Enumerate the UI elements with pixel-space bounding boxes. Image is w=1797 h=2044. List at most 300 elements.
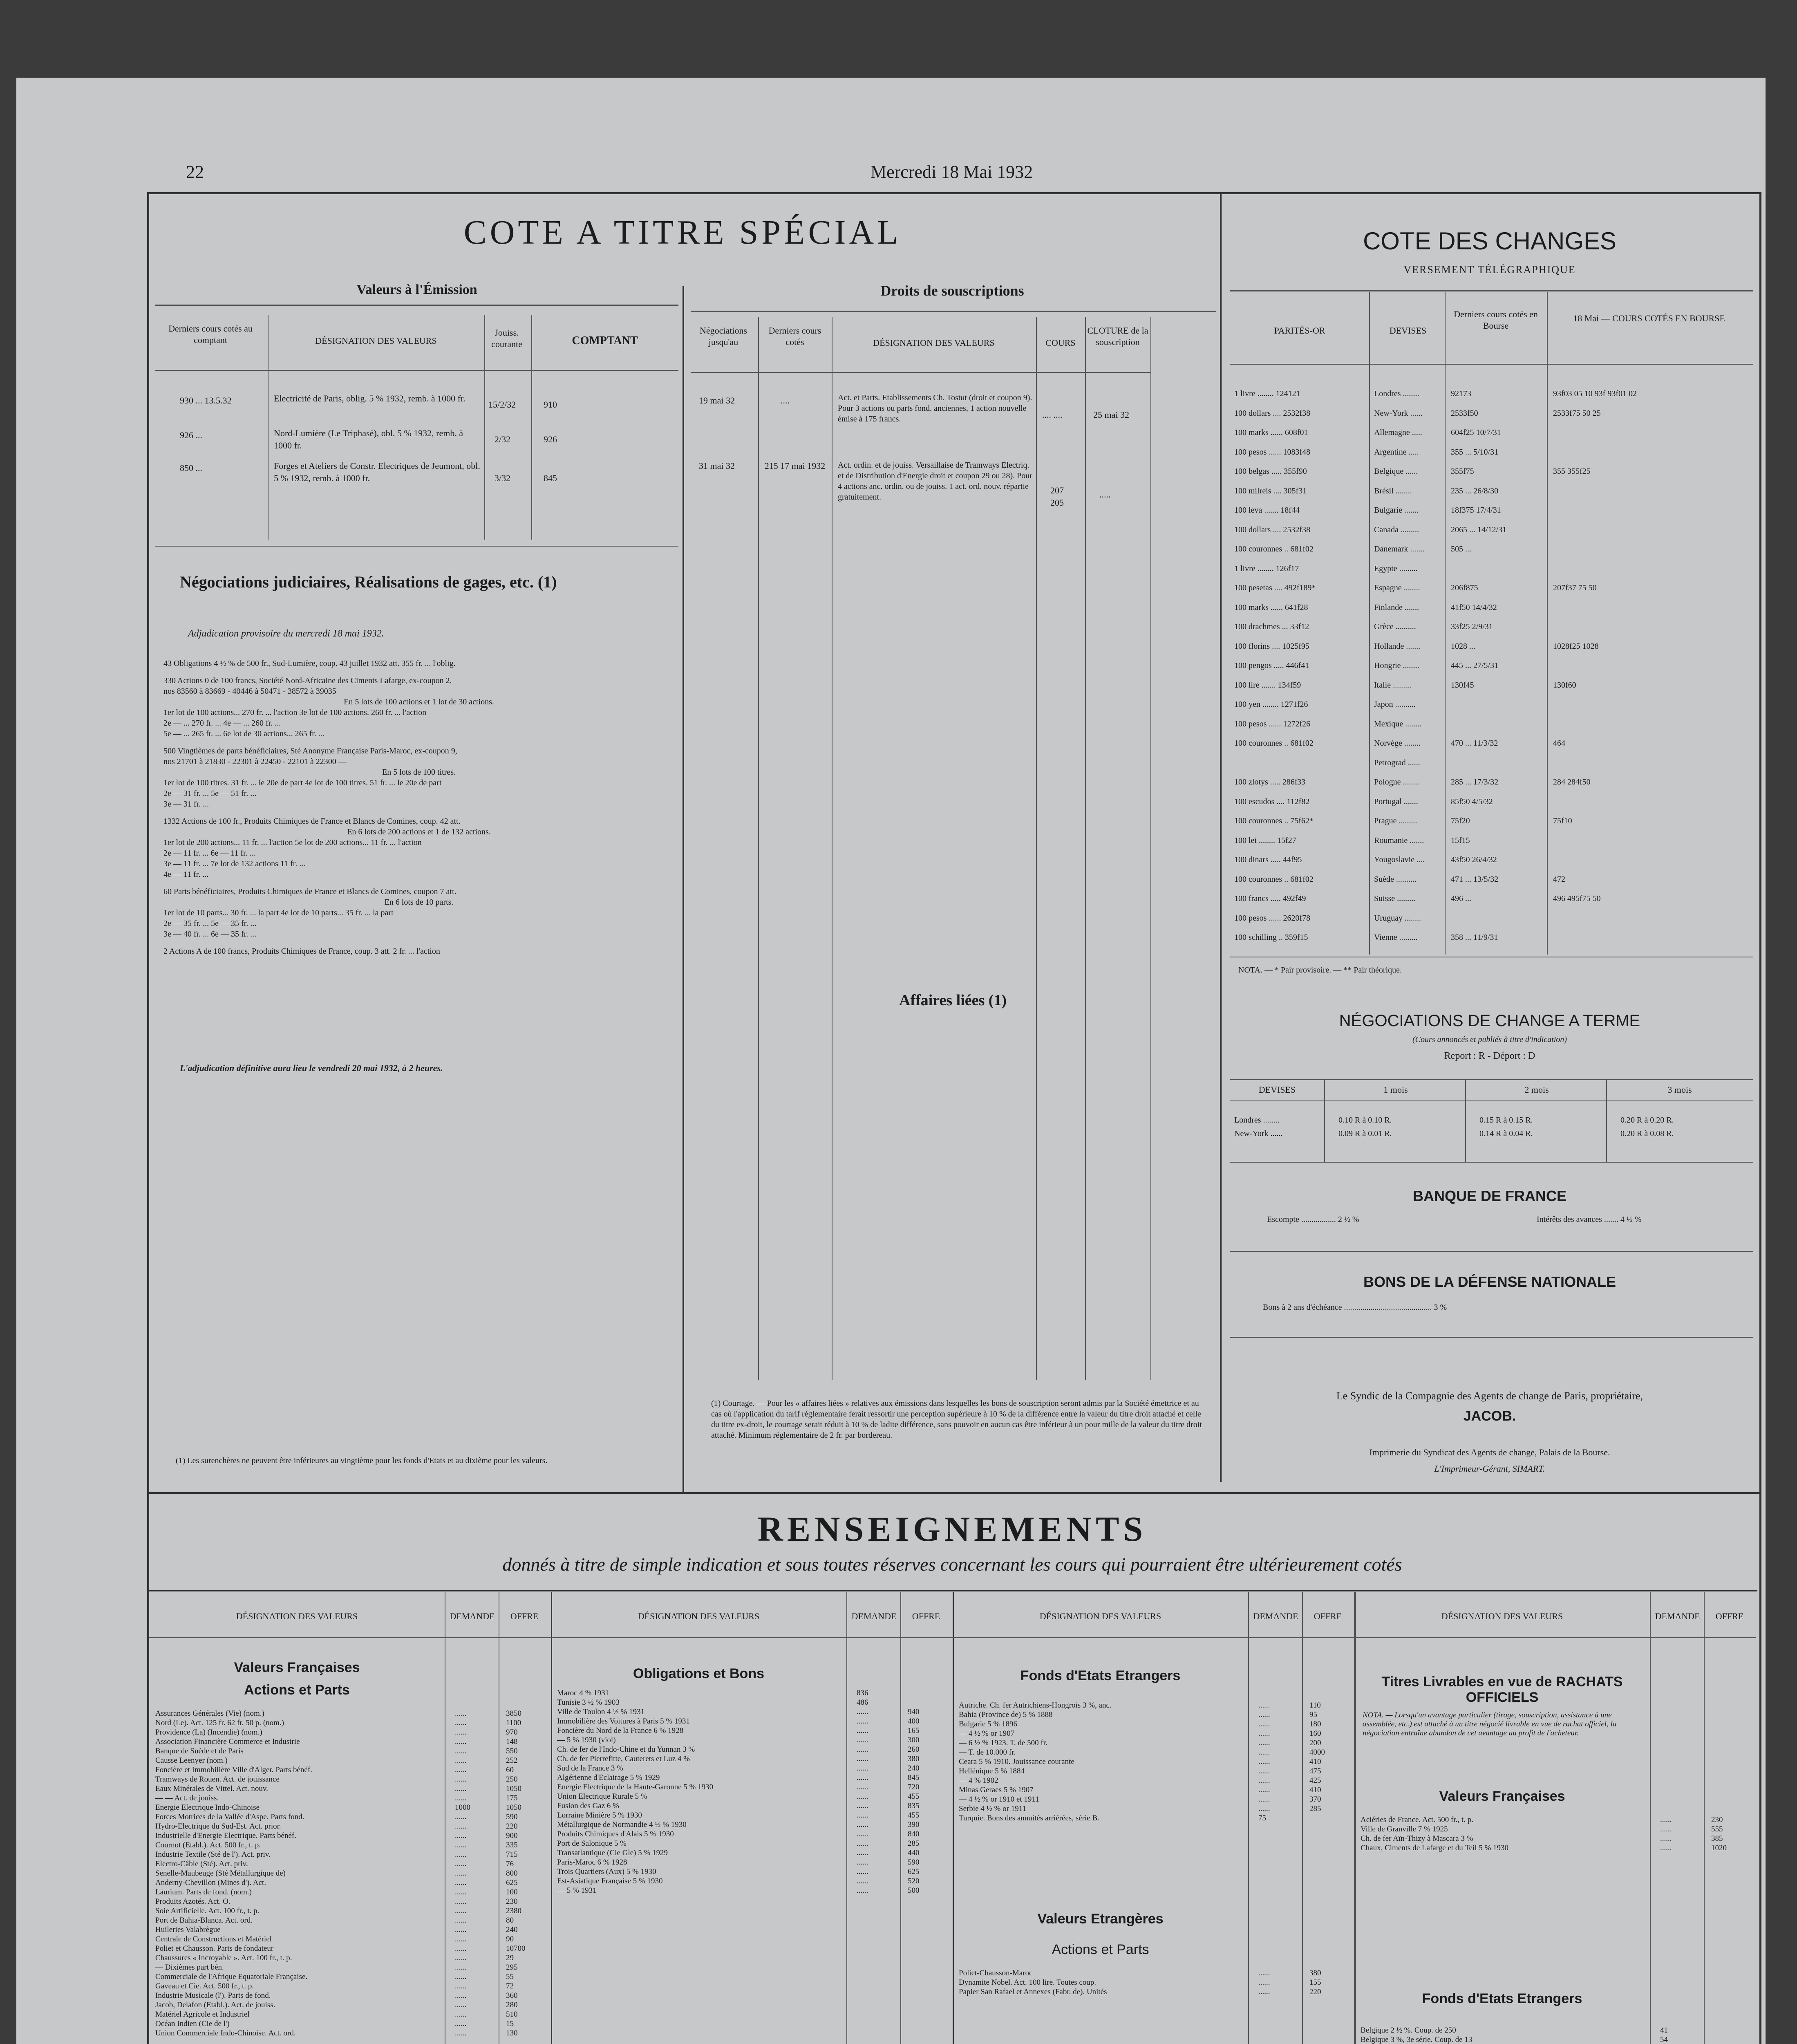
col-header: COURS (1045, 338, 1076, 348)
list-item-name: Assurances Générales (Vie) (nom.) (155, 1709, 264, 1718)
jud-line: 2e — ... 270 fr. ... 4e — ... 260 fr. ... (163, 719, 281, 728)
jud-line: 2e — 11 fr. ... 6e — 11 fr. ... (163, 849, 256, 858)
list-item-demande: ...... (857, 1802, 868, 1810)
list-item-offre: 715 (506, 1850, 518, 1859)
changes-cell-last: 85f50 4/5/32 (1451, 797, 1493, 806)
section-heading: Valeurs Françaises (1439, 1788, 1565, 1804)
list-item-demande: ...... (1258, 1748, 1270, 1757)
col-header: OFFRE (1715, 1611, 1744, 1621)
rule (1354, 1637, 1756, 1638)
list-item-offre: 625 (908, 1867, 920, 1876)
page-number: 22 (186, 162, 204, 182)
list-item-name: Anderny-Chevillon (Mines d'). Act. (155, 1878, 266, 1887)
list-item-demande: ...... (455, 1719, 467, 1727)
list-item-offre: 385 (1711, 1834, 1723, 1843)
changes-cell-devise: Yougoslavie .... (1374, 855, 1425, 864)
jud-line: 3e — 40 fr. ... 6e — 35 fr. ... (163, 930, 257, 939)
list-item-name: Port de Bahia-Blanca. Act. ord. (155, 1916, 253, 1925)
list-item-name: Poliet-Chausson-Maroc (959, 1969, 1033, 1977)
list-item-demande: ...... (455, 1888, 467, 1896)
list-item-demande: ...... (857, 1726, 868, 1735)
changes-cell-parite: 100 pengos ..... 446f41 (1234, 661, 1309, 670)
col-header: DEMANDE (1655, 1611, 1700, 1621)
list-item-offre: 230 (506, 1897, 518, 1906)
changes-cell-parite: 100 couronnes .. 681f02 (1234, 739, 1314, 748)
col-header: DEVISES (1258, 1085, 1296, 1095)
changes-cell-parite: 100 francs ..... 492f49 (1234, 894, 1306, 903)
col-rule (484, 315, 485, 540)
list-item-name: Minas Geraes 5 % 1907 (959, 1786, 1034, 1794)
list-item-demande: ...... (1660, 1815, 1672, 1824)
changes-cell-devise: Espagne ........ (1374, 583, 1420, 592)
list-item-offre: 425 (1309, 1776, 1321, 1785)
cell: Londres ........ (1234, 1116, 1280, 1125)
list-item-name: Forces Motrices de la Vallée d'Aspe. Parts fond. (155, 1813, 304, 1821)
col-header: 1 mois (1383, 1085, 1408, 1095)
list-item-name: Electro-Câble (Sté). Act. priv. (155, 1860, 248, 1868)
changes-cell-devise: Bulgarie ....... (1374, 506, 1419, 515)
col-rule (1248, 1592, 1249, 2044)
changes-cell-parite: 100 yen ........ 1271f26 (1234, 700, 1308, 709)
list-item-demande: ...... (455, 2001, 467, 2009)
list-item-offre: 250 (506, 1775, 518, 1784)
list-item-name: Océan Indien (Cie de l') (155, 2019, 230, 2028)
list-item-demande: ...... (455, 1963, 467, 1972)
list-item-name: Foncière du Nord de la France 6 % 1928 (557, 1726, 684, 1735)
emission-heading: Valeurs à l'Émission (356, 282, 477, 297)
changes-cell-devise: Portugal ....... (1374, 797, 1418, 806)
jud-line: 3e — 31 fr. ... (163, 800, 209, 809)
list-item-demande: ...... (857, 1867, 868, 1876)
section-heading: Titres Livrables en vue de RACHATS OFFICIELS (1381, 1674, 1623, 1705)
list-item-name: Dynamite Nobel. Act. 100 lire. Toutes coup. (959, 1978, 1097, 1987)
list-item-demande: ...... (1258, 1776, 1270, 1785)
changes-cell-devise: Suisse ......... (1374, 894, 1416, 903)
list-item-demande: ...... (857, 1849, 868, 1857)
list-item-name: Nord (Le). Act. 125 fr. 62 fr. 50 p. (nom.) (155, 1719, 284, 1727)
list-item-offre: 550 (506, 1747, 518, 1755)
cell: 0.15 R à 0.15 R. (1479, 1116, 1533, 1125)
list-item-demande: 75 (1258, 1814, 1266, 1822)
list-item-demande: ...... (857, 1708, 868, 1716)
list-item-offre: 95 (1309, 1710, 1317, 1719)
list-item-demande: ...... (1660, 1834, 1672, 1843)
changes-cell-devise: Brésil ........ (1374, 486, 1412, 495)
list-item-demande: ...... (455, 1972, 467, 1981)
list-item-offre: 4000 (1309, 1748, 1325, 1757)
col-header: DÉSIGNATION DES VALEURS (1441, 1611, 1563, 1621)
list-item-offre: 400 (908, 1717, 920, 1726)
list-item-offre: 555 (1711, 1825, 1723, 1833)
list-item-offre: 845 (908, 1773, 920, 1782)
list-item-demande: ...... (455, 1756, 467, 1765)
list-item-offre: 72 (506, 1982, 514, 1990)
cell: 0.20 R à 0.20 R. (1620, 1116, 1674, 1125)
list-item-offre: 230 (1711, 1815, 1723, 1824)
section-heading: Valeurs Etrangères (1037, 1911, 1164, 1927)
list-item-name: Foncière et Immobilière Ville d'Alger. Parts bénéf. (155, 1766, 312, 1774)
list-item-demande: ...... (455, 2010, 467, 2019)
list-item-name: Autriche. Ch. fer Autrichiens-Hongrois 3 %, anc. (959, 1701, 1112, 1710)
changes-cell-devise: Allemagne ..... (1374, 428, 1422, 437)
jud-line: 4e — 11 fr. ... (163, 870, 209, 879)
changes-cell-parite: 100 milreis .... 305f31 (1234, 486, 1307, 495)
list-item-demande: ...... (455, 1850, 467, 1859)
changes-cell-parite: 100 pesos ...... 1272f26 (1234, 719, 1311, 728)
list-item-offre: 76 (506, 1860, 514, 1868)
rule (551, 1637, 953, 1638)
cell: 3/32 (495, 473, 511, 483)
jud-line: En 5 lots de 100 titres. (382, 768, 456, 777)
list-item-demande: ...... (1258, 1757, 1270, 1766)
list-item-offre: 1020 (1711, 1844, 1727, 1852)
changes-cell-parite: 100 dinars ..... 44f95 (1234, 855, 1302, 864)
page-date: Mercredi 18 Mai 1932 (871, 162, 1033, 182)
list-item-offre: 800 (506, 1869, 518, 1878)
list-item-offre: 475 (1309, 1767, 1321, 1775)
list-item-demande: ...... (455, 2029, 467, 2037)
list-item-demande: ...... (1258, 1710, 1270, 1719)
list-item-name: Fusion des Gaz 6 % (557, 1802, 619, 1810)
list-item-demande: 54 (1660, 2035, 1668, 2044)
changes-cell-devise: Norvège ........ (1374, 739, 1421, 748)
cell: Electricité de Paris, oblig. 5 % 1932, remb. à 1000 fr. (274, 393, 465, 403)
col-header: DÉSIGNATION DES VALEURS (638, 1611, 760, 1621)
col-rule (758, 317, 759, 1380)
list-item-offre: 285 (1309, 1804, 1321, 1813)
list-item-name: Commerciale de l'Afrique Equatoriale Française. (155, 1972, 308, 1981)
changes-cell-last: 43f50 26/4/32 (1451, 855, 1497, 864)
changes-nota: NOTA. — * Pair provisoire. — ** Pair théorique. (1238, 966, 1402, 975)
changes-cell-devise: Belgique ...... (1374, 467, 1418, 476)
list-item-demande: ...... (857, 1858, 868, 1867)
changes-cell-last: 496 ... (1451, 894, 1471, 903)
list-item-name: Métallurgique de Normandie 4 ½ % 1930 (557, 1820, 687, 1829)
list-item-demande: ...... (1258, 1786, 1270, 1794)
list-item-offre: 3850 (506, 1709, 521, 1718)
list-item-offre: 900 (506, 1831, 518, 1840)
list-item-demande: ...... (455, 1794, 467, 1802)
list-item-offre: 410 (1309, 1786, 1321, 1794)
changes-cell-last: 358 ... 11/9/31 (1451, 933, 1498, 942)
list-item-demande: ...... (857, 1764, 868, 1773)
jud-line: 1er lot de 100 titres. 31 fr. ... le 20e de part 4e lot de 100 titres. 51 fr. ... le 20e de part (163, 778, 442, 787)
list-item-offre: 200 (1309, 1739, 1321, 1747)
col-header: DEVISES (1389, 325, 1427, 336)
col-rule (1036, 317, 1037, 1380)
cell: 0.20 R à 0.08 R. (1620, 1129, 1674, 1138)
list-item-demande: ...... (455, 1775, 467, 1784)
changes-cell-last: 206f875 (1451, 583, 1478, 592)
list-item-demande: ...... (455, 1935, 467, 1943)
list-item-name: Port de Salonique 5 % (557, 1839, 627, 1848)
terme-legend: Report : R - Déport : D (1444, 1051, 1535, 1061)
list-item-demande: ...... (455, 1991, 467, 2000)
jud-line: 60 Parts bénéficiaires, Produits Chimiques de France et Blancs de Comines, coupon 7 att. (163, 887, 457, 896)
jud-line: 1332 Actions de 100 fr., Produits Chimiques de France et Blancs de Comines, coup. 42 att. (163, 817, 461, 826)
rule (155, 546, 678, 547)
list-item-demande: ...... (455, 1728, 467, 1737)
changes-cell-cours: 130f60 (1553, 680, 1576, 690)
list-item-offre: 500 (908, 1886, 920, 1895)
rule (1230, 1337, 1753, 1338)
list-item-name: Ch. de fer de l'Indo-Chine et du Yunnan 3 % (557, 1745, 695, 1754)
cell: Act. ordin. et de jouiss. Versaillaise de Tramways Electriq. et de Distribution d'Energie droit et coupon 29 ou 28). Pour 4 actions anc. ordin. ou de jouiss. 1 act. ord. nouv. répartie gratuitement. (838, 461, 1032, 502)
col-header: OFFRE (510, 1611, 539, 1621)
col-header: Derniers cours cotés (768, 325, 821, 347)
imprint-name: JACOB. (1463, 1408, 1516, 1424)
souscriptions-table (691, 317, 1216, 1400)
list-item-name: Causse Leenyer (nom.) (155, 1756, 228, 1765)
bons-line: Bons à 2 ans d'échéance ........................................... 3 % (1263, 1303, 1447, 1312)
list-item-name: Hellénique 5 % 1884 (959, 1767, 1025, 1775)
affaires-liees: Affaires liées (1) (895, 991, 1011, 1009)
list-item-demande: ...... (1258, 1988, 1270, 1996)
changes-cell-parite: 100 lei ........ 15f27 (1234, 836, 1296, 845)
list-item-demande: 1000 (455, 1803, 470, 1812)
list-item-name: Centrale de Constructions et Matériel (155, 1935, 272, 1943)
cell: 207 205 (1050, 485, 1064, 508)
list-item-name: Serbie 4 ½ % or 1911 (959, 1804, 1026, 1813)
changes-cell-cours: 355 355f25 (1553, 467, 1591, 476)
list-item-offre: 260 (908, 1745, 920, 1754)
changes-cell-devise: Hollande ....... (1374, 641, 1421, 651)
cell: 845 (544, 473, 557, 483)
list-item-name: Transatlantique (Cie Gle) 5 % 1929 (557, 1849, 668, 1857)
list-item-name: Ceara 5 % 1910. Jouissance courante (959, 1757, 1074, 1766)
list-item-name: Est-Asiatique Française 5 % 1930 (557, 1877, 663, 1885)
list-item-name: Hydro-Electrique du Sud-Est. Act. prior. (155, 1822, 281, 1831)
cell: 15/2/32 (488, 399, 516, 410)
list-item-offre: 2380 (506, 1907, 521, 1915)
list-item-offre: 240 (908, 1764, 920, 1773)
list-item-offre: 155 (1309, 1978, 1321, 1987)
list-item-name: Poliet et Chausson. Parts de fondateur (155, 1944, 274, 1953)
imprint-line1: Le Syndic de la Compagnie des Agents de change de Paris, propriétaire, (1336, 1390, 1643, 1402)
list-item-name: — Dixièmes part bén. (155, 1963, 224, 1972)
col-header: DÉSIGNATION DES VALEURS (1039, 1611, 1161, 1621)
list-item-demande: ...... (857, 1736, 868, 1744)
col-header: 18 Mai — COURS COTÉS EN BOURSE (1573, 313, 1725, 323)
list-item-name: — 4 % 1902 (959, 1776, 998, 1785)
list-item-demande: ...... (1258, 1720, 1270, 1728)
col-header: PARITÉS-OR (1274, 325, 1325, 336)
list-item-name: — 4 ½ % or 1910 et 1911 (959, 1795, 1039, 1804)
list-item-demande: ...... (857, 1773, 868, 1782)
renseignements-table (149, 1592, 1757, 2044)
section-heading: Fonds d'Etats Etrangers (1422, 1991, 1582, 2006)
list-item-offre: 590 (506, 1813, 518, 1821)
changes-cell-cours: 93f03 05 10 93f 93f01 02 (1553, 389, 1637, 398)
list-item-name: Eaux Minérales de Vittel. Act. nouv. (155, 1784, 268, 1793)
changes-cell-parite: 100 dollars .... 2532f38 (1234, 408, 1311, 418)
list-item-name: Jacob, Delafon (Etabl.). Act. de jouiss. (155, 2001, 275, 2009)
changes-cell-devise: Prague ......... (1374, 816, 1417, 825)
list-item-name: Chaux, Ciments de Lafarge et du Teil 5 % 1930 (1361, 1844, 1509, 1852)
list-item-offre: 100 (506, 1888, 518, 1896)
changes-cell-last: 2065 ... 14/12/31 (1451, 525, 1507, 534)
list-item-offre: 520 (908, 1877, 920, 1885)
column-divider (1220, 194, 1222, 1482)
list-item-demande: ...... (455, 1822, 467, 1831)
changes-cell-devise: Danemark ....... (1374, 545, 1425, 554)
changes-cell-parite: 100 dollars .... 2532f38 (1234, 525, 1311, 534)
list-item-demande: ...... (455, 1944, 467, 1953)
rule (155, 370, 678, 371)
jud-line: 1er lot de 200 actions... 11 fr. ... l'action 5e lot de 200 actions... 11 fr. ... l'action (163, 838, 422, 847)
col-header: DÉSIGNATION DES VALEURS (873, 338, 995, 348)
list-item-demande: ...... (857, 1877, 868, 1885)
col-rule (1465, 1080, 1466, 1162)
list-item-offre: 835 (908, 1802, 920, 1810)
list-item-name: Senelle-Maubeuge (Sté Métallurgique de) (155, 1869, 286, 1878)
jud-line: 2 Actions A de 100 francs, Produits Chimiques de France, coup. 3 att. 2 fr. ... l'action (163, 947, 440, 956)
list-item-offre: 295 (506, 1963, 518, 1972)
list-item-name: Ville de Granville 7 % 1925 (1361, 1825, 1448, 1833)
list-item-offre: 220 (1309, 1988, 1321, 1996)
changes-cell-last: 235 ... 26/8/30 (1451, 486, 1499, 495)
list-item-offre: 80 (506, 1916, 514, 1925)
changes-cell-last: 505 ... (1451, 545, 1471, 554)
cell: 910 (544, 399, 557, 410)
col-header: DEMANDE (851, 1611, 897, 1621)
cell: .... .... (1042, 410, 1063, 420)
list-item-name: Bahia (Province de) 5 % 1888 (959, 1710, 1053, 1719)
jud-line: 2e — 31 fr. ... 5e — 51 fr. ... (163, 789, 257, 798)
cell: Forges et Ateliers de Constr. Electriques de Jeumont, obl. 5 % 1932, remb. à 1000 fr. (274, 461, 480, 483)
changes-cell-parite: 100 marks ...... 608f01 (1234, 428, 1308, 437)
list-item-name: Produits Azotés. Act. O. (155, 1897, 230, 1906)
list-item-name: Huileries Valabrègue (155, 1925, 221, 1934)
list-item-demande: ...... (455, 1737, 467, 1746)
changes-cell-devise: Hongrie ........ (1374, 661, 1419, 670)
jud-line: 1er lot de 10 parts... 30 fr. ... la part 4e lot de 10 parts... 35 fr. ... la part (163, 908, 394, 917)
judiciaires-lines (163, 658, 674, 957)
list-item-offre: 285 (908, 1839, 920, 1848)
col-header: CLOTURE de la souscription (1087, 325, 1148, 347)
list-item-name: — 6 ½ % 1923. T. de 500 fr. (959, 1739, 1047, 1747)
changes-cell-parite: 100 couronnes .. 75f62* (1234, 816, 1314, 825)
rule (1230, 290, 1753, 291)
changes-cell-last: 355 ... 5/10/31 (1451, 447, 1499, 457)
changes-cell-last: 18f375 17/4/31 (1451, 506, 1501, 515)
list-item-offre: 625 (506, 1878, 518, 1887)
column-divider (1354, 1592, 1356, 2044)
section-heading: Obligations et Bons (633, 1666, 765, 1681)
list-item-name: — 4 ½ % or 1907 (959, 1729, 1015, 1738)
changes-cell-devise: Suède .......... (1374, 874, 1417, 884)
rule (149, 1590, 1757, 1591)
list-item-demande: 486 (857, 1698, 868, 1707)
list-item-name: Energie Electrique Indo-Chinoise (155, 1803, 260, 1812)
list-item-offre: 720 (908, 1783, 920, 1791)
list-item-name: Algérienne d'Eclairage 5 % 1929 (557, 1773, 660, 1782)
list-item-offre: 970 (506, 1728, 518, 1737)
section-heading: Valeurs Françaises (234, 1660, 360, 1675)
changes-cell-devise: Petrograd ...... (1374, 758, 1420, 767)
list-item-demande: ...... (857, 1811, 868, 1820)
list-item-demande: ...... (1258, 1701, 1270, 1710)
list-item-name: — — Act. de jouiss. (155, 1794, 219, 1802)
list-item-offre: 940 (908, 1708, 920, 1716)
col-header: 2 mois (1524, 1085, 1549, 1095)
list-item-demande: ...... (455, 1831, 467, 1840)
list-item-offre: 410 (1309, 1757, 1321, 1766)
changes-cell-last: 470 ... 11/3/32 (1451, 739, 1498, 748)
list-item-name: Providence (La) (Incendie) (nom.) (155, 1728, 262, 1737)
list-item-name: Union Commerciale Indo-Chinoise. Act. ord. (155, 2029, 296, 2037)
list-item-name: Bulgarie 5 % 1896 (959, 1720, 1018, 1728)
list-item-name: Chaussures « Incroyable ». Act. 100 fr., t. p. (155, 1954, 292, 1962)
list-item-demande: ...... (857, 1820, 868, 1829)
list-item-offre: 455 (908, 1792, 920, 1801)
section-subheading: Actions et Parts (244, 1682, 350, 1698)
list-item-offre: 380 (908, 1755, 920, 1763)
list-item-demande: ...... (857, 1839, 868, 1848)
changes-cell-last: 41f50 14/4/32 (1451, 603, 1497, 612)
changes-cell-parite: 100 pesetas .... 492f189* (1234, 583, 1316, 592)
jud-line: En 6 lots de 200 actions et 1 de 132 actions. (347, 827, 491, 836)
cell: 850 ... (180, 463, 202, 473)
changes-cell-devise: Mexique ........ (1374, 719, 1422, 728)
cell: 0.09 R à 0.01 R. (1338, 1129, 1392, 1138)
renseignements-title: RENSEIGNEMENTS (757, 1509, 1147, 1549)
changes-cell-cours: 464 (1553, 739, 1565, 748)
column-divider (683, 286, 684, 1492)
list-item-name: — 5 % 1931 (557, 1886, 597, 1895)
list-item-offre: 180 (1309, 1720, 1321, 1728)
changes-cell-last: 445 ... 27/5/31 (1451, 661, 1499, 670)
changes-cell-devise: Pologne ........ (1374, 778, 1419, 787)
changes-cell-devise: Vienne ......... (1374, 933, 1418, 942)
list-item-name: Tunisie 3 ½ % 1903 (557, 1698, 620, 1707)
list-item-demande: ...... (455, 1982, 467, 1990)
list-item-demande: ...... (1660, 1844, 1672, 1852)
rule (1230, 1100, 1753, 1101)
changes-cell-cours: 75f10 (1553, 816, 1572, 825)
jud-line: 2e — 35 fr. ... 5e — 35 fr. ... (163, 919, 257, 928)
list-item-offre: 60 (506, 1766, 514, 1774)
col-rule (846, 1592, 847, 2044)
changes-cell-parite: 1 livre ........ 126f17 (1234, 564, 1299, 573)
terme-table (1230, 1079, 1753, 1163)
list-item-offre: 510 (506, 2010, 518, 2019)
list-item-name: Belgique 2 ½ %. Coup. de 250 (1361, 2026, 1456, 2035)
changes-cell-parite: 100 marks ...... 641f28 (1234, 603, 1308, 612)
cote-title: COTE A TITRE SPÉCIAL (463, 213, 902, 251)
list-item-name: Produits Chimiques d'Alais 5 % 1930 (557, 1830, 674, 1838)
list-item-name: Cournot (Etabl.). Act. 500 fr., t. p. (155, 1841, 261, 1849)
changes-cell-parite: 100 escudos .... 112f82 (1234, 797, 1310, 806)
changes-cell-devise: Argentine ..... (1374, 447, 1419, 457)
col-rule (900, 1592, 901, 2044)
list-item-demande: ...... (1258, 1969, 1270, 1977)
cell: ..... (1099, 489, 1111, 500)
list-item-demande: ...... (1258, 1739, 1270, 1747)
col-rule (1302, 1592, 1303, 2044)
section-subheading: Actions et Parts (1052, 1942, 1149, 1957)
list-item-name: — 5 % 1930 (viol) (557, 1736, 616, 1744)
list-item-name: Lorraine Minière 5 % 1930 (557, 1811, 642, 1820)
changes-cell-last: 2533f50 (1451, 408, 1478, 418)
changes-cell-last: 471 ... 13/5/32 (1451, 874, 1499, 884)
col-header: Derniers cours cotés au comptant (168, 323, 253, 345)
jud-line: nos 83560 à 83669 - 40446 à 50471 - 38572 à 39035 (163, 687, 336, 696)
jud-line: 5e — ... 265 fr. ... 6e lot de 30 actions... 265 fr. ... (163, 729, 324, 738)
changes-cell-last: 15f15 (1451, 836, 1470, 845)
changes-cell-devise: Roumanie ....... (1374, 836, 1424, 845)
list-item-name: Turquie. Bons des annuités arriérées, série B. (959, 1814, 1099, 1822)
